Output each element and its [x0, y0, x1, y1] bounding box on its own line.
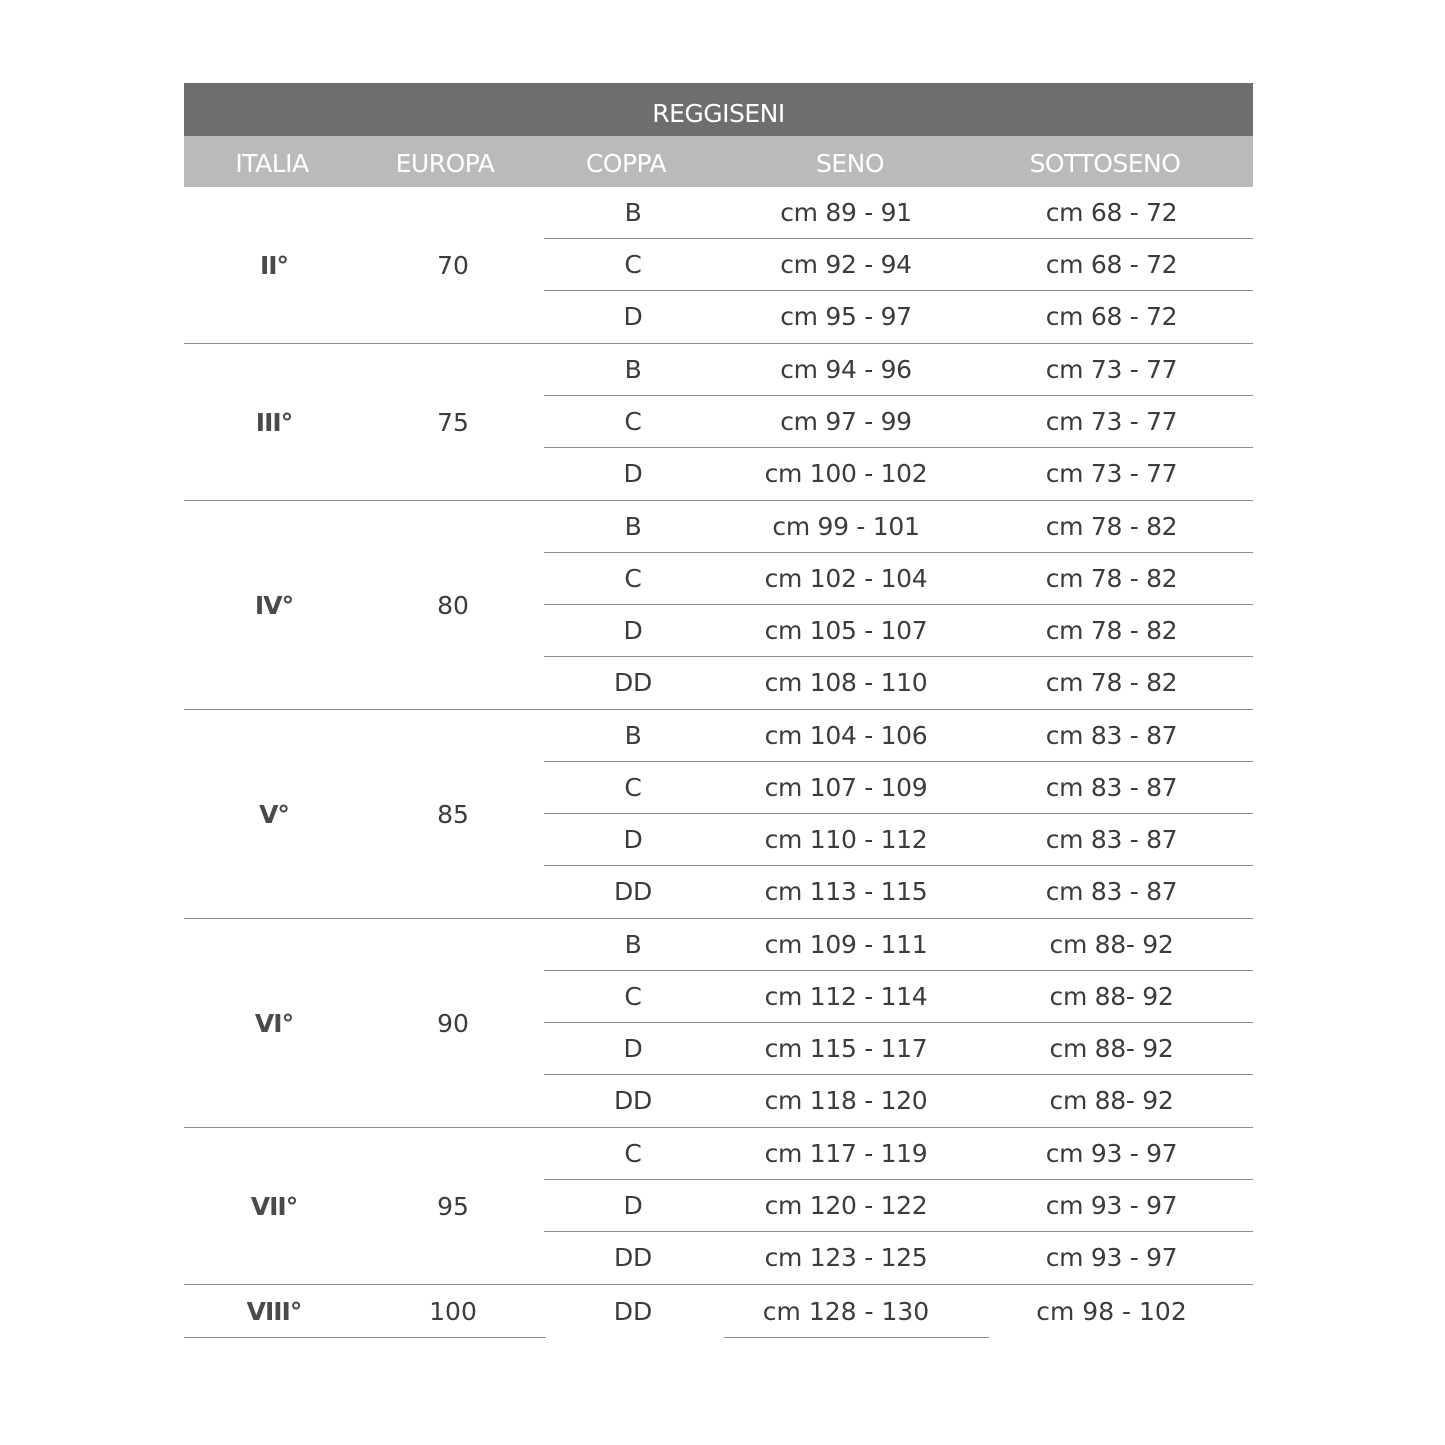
- table-row: [544, 1180, 1253, 1232]
- size-table: [184, 83, 1253, 1338]
- cell-coppa: D: [623, 616, 643, 645]
- cell-europa: 95: [437, 1191, 469, 1221]
- cell-sottoseno: cm 83 - 87: [1045, 877, 1178, 906]
- cell-seno: cm 92 - 94: [780, 250, 912, 279]
- cell-sottoseno: cm 88- 92: [1049, 1086, 1174, 1115]
- table-row: [544, 291, 1253, 343]
- cell-seno: cm 123 - 125: [764, 1243, 928, 1272]
- cell-seno: cm 102 - 104: [764, 564, 928, 593]
- cell-europa: 100: [429, 1296, 477, 1326]
- cell-seno: cm 128 - 130: [762, 1296, 930, 1326]
- cell-seno: cm 110 - 112: [764, 825, 928, 854]
- cell-seno: cm 120 - 122: [764, 1191, 928, 1220]
- cell-seno: cm 115 - 117: [764, 1034, 928, 1063]
- cell-coppa: B: [624, 355, 642, 384]
- cell-sottoseno: cm 78 - 82: [1045, 512, 1178, 541]
- cell-seno: cm 94 - 96: [780, 355, 912, 384]
- cell-italia: VII°: [250, 1191, 298, 1221]
- cell-coppa: DD: [614, 668, 652, 697]
- cell-coppa: C: [624, 773, 642, 802]
- cell-coppa: DD: [614, 877, 652, 906]
- header-europa: EUROPA: [395, 149, 495, 178]
- cell-sottoseno: cm 78 - 82: [1045, 616, 1178, 645]
- cell-europa: 80: [437, 590, 469, 620]
- divider: [724, 1337, 989, 1338]
- cell-seno: cm 104 - 106: [764, 721, 928, 750]
- cell-coppa: D: [623, 825, 643, 854]
- table-row: [544, 187, 1253, 239]
- table-row: [544, 814, 1253, 866]
- size-group: [184, 1128, 1253, 1285]
- cell-europa: 85: [437, 799, 469, 829]
- cell-sottoseno: cm 83 - 87: [1045, 721, 1178, 750]
- cell-italia: II°: [259, 250, 289, 280]
- cell-coppa: B: [624, 930, 642, 959]
- cell-sottoseno: cm 78 - 82: [1045, 668, 1178, 697]
- table-row: [544, 605, 1253, 657]
- cell-sottoseno: cm 68 - 72: [1045, 250, 1178, 279]
- table-row: [544, 448, 1253, 500]
- cell-italia: IV°: [254, 590, 294, 620]
- divider: [184, 1337, 546, 1338]
- cell-sottoseno: cm 98 - 102: [1036, 1296, 1187, 1326]
- cell-coppa: C: [624, 407, 642, 436]
- cell-coppa: D: [623, 1191, 643, 1220]
- cell-sottoseno: cm 88- 92: [1049, 930, 1174, 959]
- table-row: [544, 501, 1253, 553]
- cell-coppa: C: [624, 564, 642, 593]
- table-row: [544, 762, 1253, 814]
- table-row: [544, 866, 1253, 918]
- cell-coppa: C: [624, 250, 642, 279]
- cell-seno: cm 97 - 99: [780, 407, 912, 436]
- cell-sottoseno: cm 88- 92: [1049, 1034, 1174, 1063]
- cell-coppa: DD: [613, 1296, 653, 1326]
- cell-italia: VIII°: [246, 1296, 302, 1326]
- cell-sottoseno: cm 73 - 77: [1045, 459, 1178, 488]
- cell-sottoseno: cm 93 - 97: [1045, 1191, 1178, 1220]
- table-row: [544, 1023, 1253, 1075]
- size-group: [184, 187, 1253, 344]
- table-row: [544, 1075, 1253, 1127]
- table-body: [184, 187, 1253, 1285]
- cell-seno: cm 107 - 109: [764, 773, 928, 802]
- cell-coppa: C: [624, 1139, 642, 1168]
- cell-italia: III°: [255, 407, 293, 437]
- header-italia: ITALIA: [235, 149, 309, 178]
- cell-coppa: D: [623, 1034, 643, 1063]
- cell-seno: cm 118 - 120: [764, 1086, 928, 1115]
- cell-europa: 90: [437, 1008, 469, 1038]
- cell-italia: V°: [259, 799, 289, 829]
- table-row: [544, 1232, 1253, 1284]
- cell-seno: cm 100 - 102: [764, 459, 928, 488]
- table-row: [544, 657, 1253, 709]
- cell-seno: cm 112 - 114: [764, 982, 928, 1011]
- cell-sottoseno: cm 93 - 97: [1045, 1243, 1178, 1272]
- table-row: [544, 239, 1253, 291]
- table-row: [544, 344, 1253, 396]
- cell-sottoseno: cm 93 - 97: [1045, 1139, 1178, 1168]
- cell-italia: VI°: [254, 1008, 294, 1038]
- table-row: [544, 553, 1253, 605]
- cell-coppa: B: [624, 512, 642, 541]
- cell-coppa: B: [624, 198, 642, 227]
- cell-europa: 75: [437, 407, 469, 437]
- cell-coppa: D: [623, 302, 643, 331]
- table-row-last: [184, 1285, 1253, 1338]
- cell-europa: 70: [437, 250, 469, 280]
- size-group: [184, 710, 1253, 919]
- table-row: [544, 919, 1253, 971]
- cell-sottoseno: cm 68 - 72: [1045, 302, 1178, 331]
- header-seno: SENO: [815, 149, 885, 178]
- header-row: [184, 136, 1253, 187]
- header-sottoseno: SOTTOSENO: [1029, 149, 1181, 178]
- cell-sottoseno: cm 88- 92: [1049, 982, 1174, 1011]
- table-title: REGGISENI: [184, 83, 1253, 136]
- size-group: [184, 919, 1253, 1128]
- cell-sottoseno: cm 78 - 82: [1045, 564, 1178, 593]
- cell-seno: cm 105 - 107: [764, 616, 928, 645]
- cell-coppa: DD: [614, 1243, 652, 1272]
- table-row: [544, 971, 1253, 1023]
- cell-sottoseno: cm 83 - 87: [1045, 825, 1178, 854]
- table-row: [544, 710, 1253, 762]
- cell-coppa: C: [624, 982, 642, 1011]
- cell-seno: cm 89 - 91: [780, 198, 912, 227]
- header-coppa: COPPA: [585, 149, 667, 178]
- cell-sottoseno: cm 83 - 87: [1045, 773, 1178, 802]
- cell-sottoseno: cm 68 - 72: [1045, 198, 1178, 227]
- cell-seno: cm 108 - 110: [764, 668, 928, 697]
- cell-seno: cm 113 - 115: [764, 877, 928, 906]
- cell-seno: cm 109 - 111: [764, 930, 928, 959]
- table-row: [544, 396, 1253, 448]
- cell-seno: cm 117 - 119: [764, 1139, 928, 1168]
- cell-seno: cm 95 - 97: [780, 302, 912, 331]
- size-group: [184, 501, 1253, 710]
- cell-coppa: B: [624, 721, 642, 750]
- cell-seno: cm 99 - 101: [772, 512, 920, 541]
- cell-sottoseno: cm 73 - 77: [1045, 407, 1178, 436]
- cell-coppa: D: [623, 459, 643, 488]
- cell-sottoseno: cm 73 - 77: [1045, 355, 1178, 384]
- table-row: [544, 1128, 1253, 1180]
- cell-coppa: DD: [614, 1086, 652, 1115]
- size-group: [184, 344, 1253, 501]
